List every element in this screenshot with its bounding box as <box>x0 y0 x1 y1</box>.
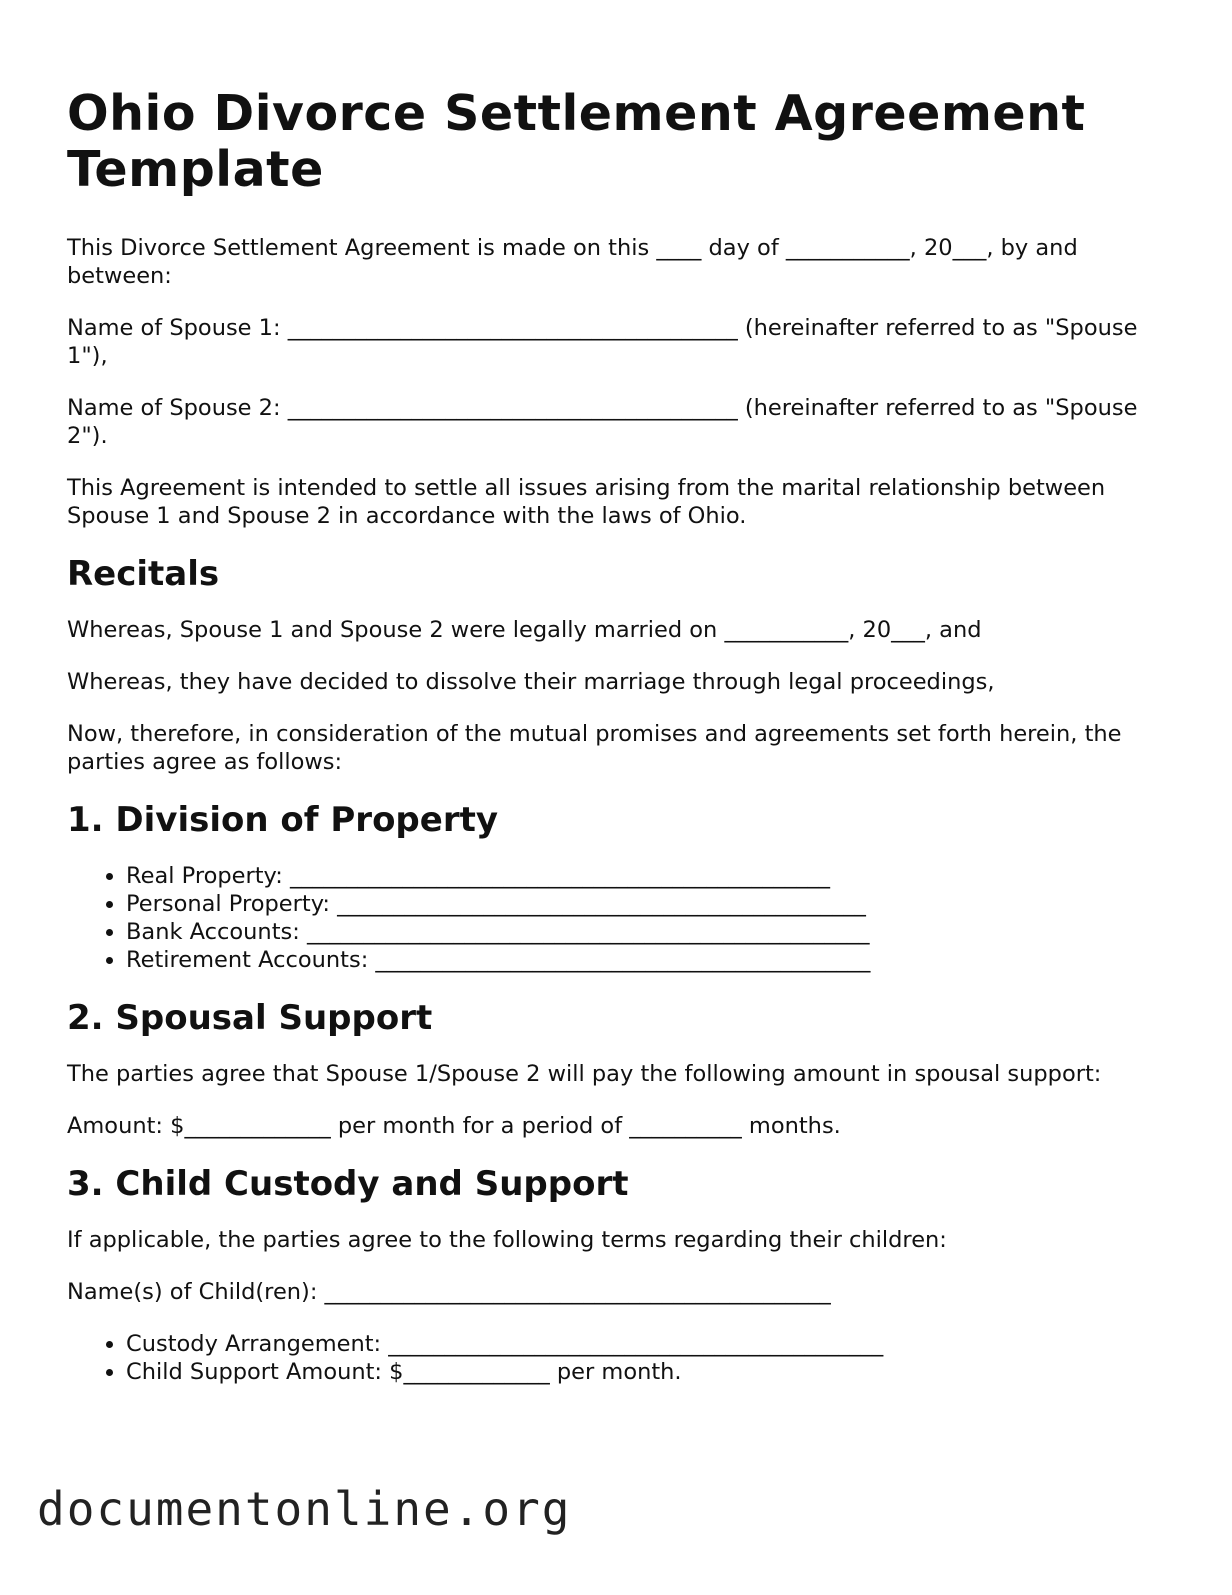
spouse-2-line: Name of Spouse 2: ________________________________________ (hereinafter referred to as "Spouse 2"). <box>67 395 1138 449</box>
list-item: • Real Property: ________________________________________________ <box>126 862 1157 890</box>
spousal-support-paragraph: The parties agree that Spouse 1/Spouse 2 will pay the following amount in spousal support: <box>67 1061 1102 1087</box>
property-heading: 1. Division of Property <box>67 800 499 840</box>
children-names-line: Name(s) of Child(ren): _____________________________________________ <box>67 1279 831 1305</box>
custody-list <box>67 1330 1157 1386</box>
recital-agreement: Now, therefore, in consideration of the mutual promises and agreements set forth herein, the parties agree as follows: <box>67 721 1122 775</box>
recitals-heading: Recitals <box>67 554 220 594</box>
custody-paragraph: If applicable, the parties agree to the following terms regarding their children: <box>67 1227 947 1253</box>
property-list <box>67 862 1157 974</box>
list-item: • Personal Property: _______________________________________________ <box>126 890 1157 918</box>
list-item: • Bank Accounts: __________________________________________________ <box>126 918 1157 946</box>
list-item: • Custody Arrangement: ____________________________________________ <box>126 1330 1157 1358</box>
recital-dissolve: Whereas, they have decided to dissolve their marriage through legal proceedings, <box>67 669 995 695</box>
watermark: documentonline.org <box>37 1482 572 1536</box>
purpose-paragraph: This Agreement is intended to settle all issues arising from the marital relationship between Spouse 1 and Spouse 2 in accordance with the laws of Ohio. <box>67 475 1106 529</box>
spouse-1-line: Name of Spouse 1: ________________________________________ (hereinafter referred to as "Spouse 1"), <box>67 315 1138 369</box>
spousal-support-heading: 2. Spousal Support <box>67 998 433 1038</box>
spousal-support-amount: Amount: $_____________ per month for a period of __________ months. <box>67 1113 841 1139</box>
custody-heading: 3. Child Custody and Support <box>67 1164 629 1204</box>
recital-married: Whereas, Spouse 1 and Spouse 2 were legally married on ___________, 20___, and <box>67 617 982 643</box>
document-page <box>67 86 1157 1410</box>
list-item: • Child Support Amount: $_____________ per month. <box>126 1358 1157 1386</box>
intro-paragraph: This Divorce Settlement Agreement is made on this ____ day of ___________, 20___, by and between: <box>67 235 1078 289</box>
list-item: • Retirement Accounts: ____________________________________________ <box>126 946 1157 974</box>
document-title: Ohio Divorce Settlement Agreement Template <box>67 85 1086 198</box>
